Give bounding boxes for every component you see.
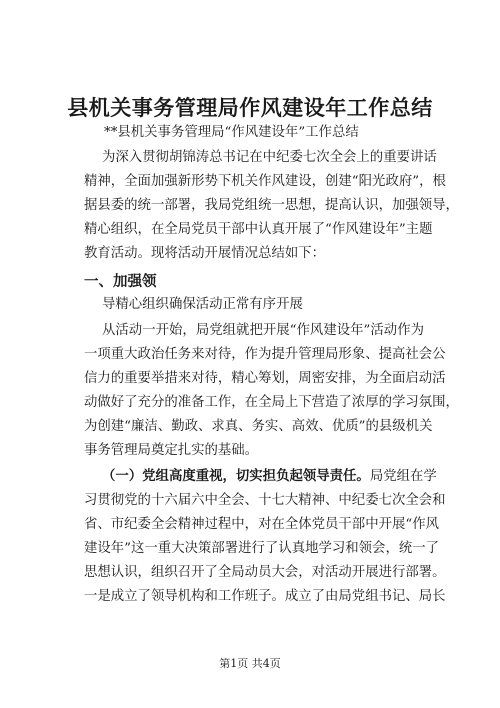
document-title: 县机关事务管理局作风建设年工作总结 [67,96,433,120]
para1-line: 精神，全面加强新形势下机关作风建设，创建“阳光政府”，根 [84,174,446,189]
section-heading: 一、加强领 [84,274,157,290]
para1-line: 教育活动。现将活动开展情况总结如下： [84,246,326,261]
para1-line: 据县委的统一部署，我局党组统一思想，提高认识，加强领导， [84,198,459,213]
document-subtitle: **县机关事务管理局“作风建设年”工作总结 [104,125,359,140]
para1-line: 为深入贯彻胡锦涛总书记在中纪委七次全会上的重要讲话 [102,150,437,165]
para3-line: 习贯彻党的十六届六中全会、十七大精神、中纪委七次全会和 [84,493,446,508]
para3-bold-lead: （一）党组高度重视，切实担负起领导责任。 [102,469,370,484]
section-heading-continuation: 导精心组织确保活动正常有序开展 [102,297,303,312]
para3-first-line [102,467,437,487]
para2-line: 一项重大政治任务来对待，作为提升管理局形象、提高社会公 [84,347,446,362]
para3-line: 思想认识，组织召开了全局动员大会，对活动开展进行部署。 [84,565,446,580]
para2-line: 从活动一开始，局党组就把开展“作风建设年”活动作为 [102,323,424,338]
page-footer: 第1页 共4页 [219,657,281,670]
para3-lead-rest: 局党组在学 [369,469,437,484]
para3-line: 省、市纪委全会精神过程中，对在全体党员干部中开展“作风 [84,517,439,532]
para1-line: 精心组织，在全局党员干部中认真开展了“作风建设年”主题 [84,222,433,237]
para2-line: 动做好了充分的准备工作，在全局上下营造了浓厚的学习氛围， [84,395,459,410]
para3-line: 建设年”这一重大决策部署进行了认真地学习和领会，统一了 [84,541,439,556]
para3-line: 一是成立了领导机构和工作班子。成立了由局党组书记、局长 [84,589,446,604]
para2-line: 信力的重要举措来对待，精心筹划，周密安排，为全面启动活 [84,371,446,386]
para2-line: 为创建“廉洁、勤政、求真、务实、高效、优质”的县级机关 [84,419,433,434]
para2-line: 事务管理局奠定扎实的基础。 [84,443,259,458]
